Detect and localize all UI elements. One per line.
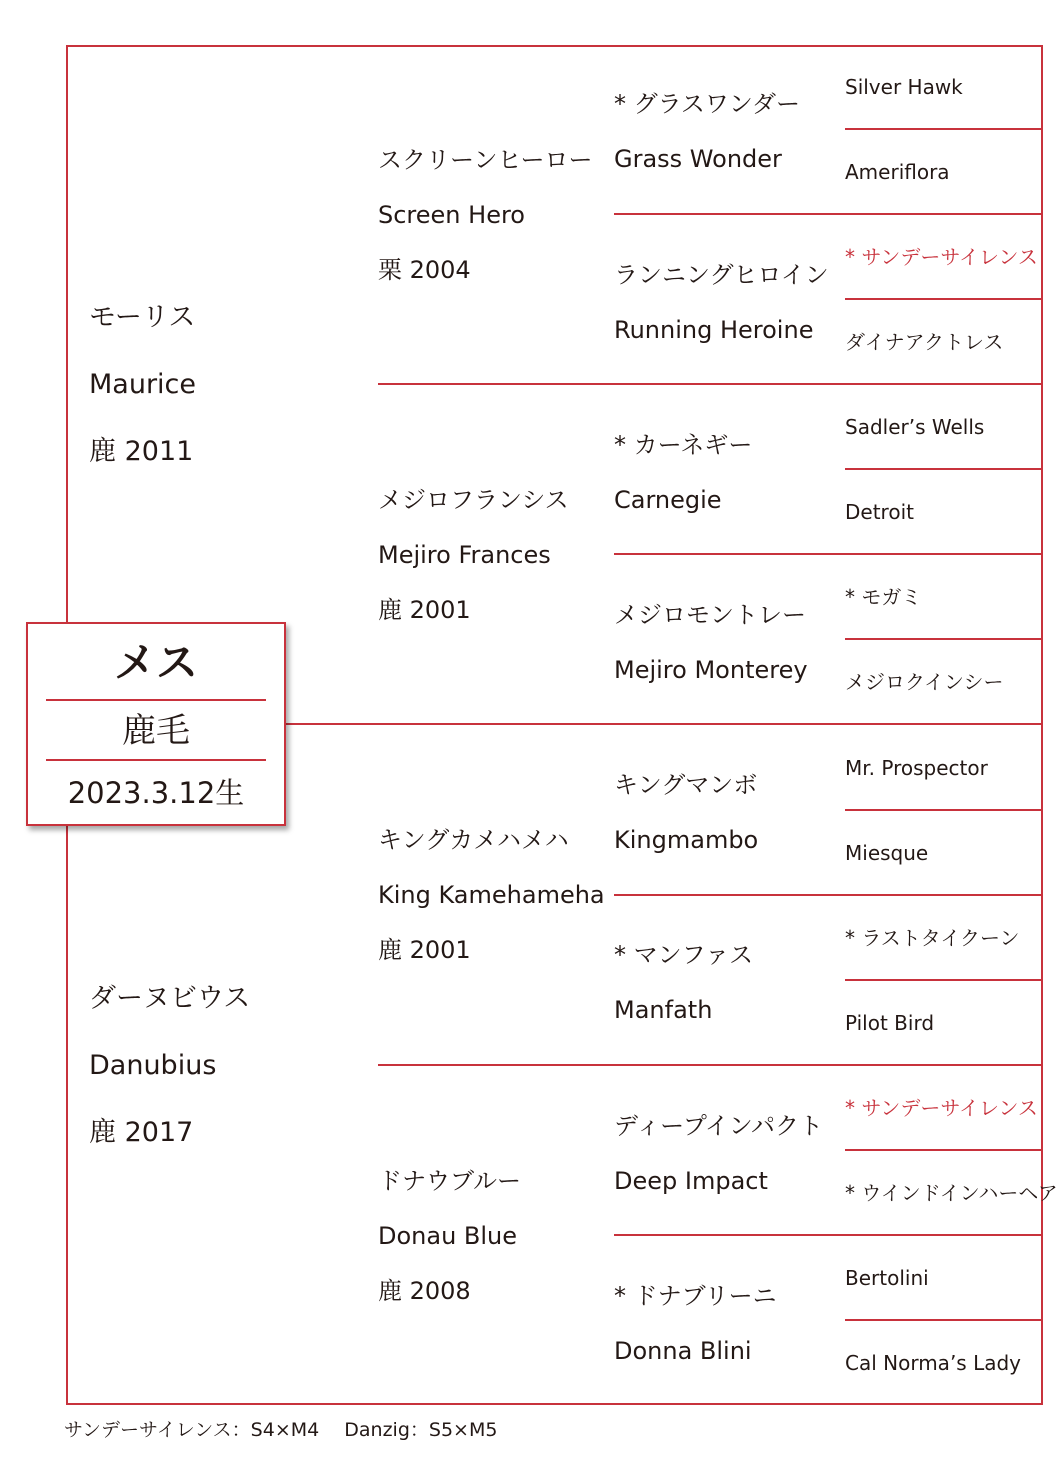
divider-g4 bbox=[845, 1319, 1043, 1321]
g3-name-en: Carnegie bbox=[614, 486, 722, 514]
dam-name-en: Danubius bbox=[89, 1050, 217, 1081]
sire-name-ja: モーリス bbox=[89, 302, 196, 333]
subject-divider bbox=[46, 699, 266, 701]
g4-name: * モガミ bbox=[845, 585, 922, 609]
divider-g3 bbox=[614, 213, 1043, 215]
divider-g3 bbox=[614, 894, 1043, 896]
g3-name-en: Deep Impact bbox=[614, 1167, 768, 1195]
subject-box bbox=[26, 622, 286, 826]
g4-name: メジロクインシー bbox=[845, 670, 1004, 694]
sire-info: 鹿 2011 bbox=[89, 436, 194, 467]
g3-name-en: Manfath bbox=[614, 996, 713, 1024]
divider-g2-sire bbox=[378, 383, 1043, 385]
g4-name: Detroit bbox=[845, 500, 914, 524]
g4-name: * ラストタイクーン bbox=[845, 926, 1020, 950]
g2-info: 鹿 2001 bbox=[378, 936, 471, 964]
g4-name: Silver Hawk bbox=[845, 75, 963, 99]
dam-info: 鹿 2017 bbox=[89, 1117, 194, 1148]
g3-name-ja: ランニングヒロイン bbox=[614, 261, 829, 289]
g2-name-ja: メジロフランシス bbox=[378, 486, 569, 514]
divider-g4 bbox=[845, 1149, 1043, 1151]
g4-name: Ameriflora bbox=[845, 160, 950, 184]
divider-g4 bbox=[845, 128, 1043, 130]
divider-g4 bbox=[845, 979, 1043, 981]
g4-name: Pilot Bird bbox=[845, 1011, 935, 1035]
g4-name: Cal Norma’s Lady bbox=[845, 1351, 1022, 1375]
subject-birth-date: 2023.3.12生 bbox=[67, 776, 245, 810]
g4-name: Bertolini bbox=[845, 1266, 929, 1290]
g3-name-ja: メジロモントレー bbox=[614, 601, 806, 629]
g4-name: * ウインドインハーヘア bbox=[845, 1181, 1058, 1205]
divider-g3 bbox=[614, 1234, 1043, 1236]
g2-name-en: Screen Hero bbox=[378, 201, 525, 229]
g4-name: Sadler’s Wells bbox=[845, 415, 985, 439]
g3-name-ja: * マンファス bbox=[614, 941, 754, 969]
g3-name-ja: ディープインパクト bbox=[614, 1112, 824, 1140]
divider-g4 bbox=[845, 809, 1043, 811]
divider-g4 bbox=[845, 298, 1043, 300]
g2-info: 鹿 2008 bbox=[378, 1277, 471, 1305]
subject-coat-color: 鹿毛 bbox=[122, 711, 190, 751]
g4-name: * サンデーサイレンス bbox=[845, 1096, 1038, 1120]
g2-name-ja: ドナウブルー bbox=[378, 1167, 522, 1195]
g2-name-en: Mejiro Frances bbox=[378, 541, 551, 569]
g2-info: 栗 2004 bbox=[378, 256, 471, 284]
divider-g4 bbox=[845, 468, 1043, 470]
g3-name-ja: * ドナブリーニ bbox=[614, 1282, 777, 1310]
inbreeding-note: サンデーサイレンス：S4×M4 Danzig：S5×M5 bbox=[64, 1419, 498, 1441]
g2-name-en: King Kamehameha bbox=[378, 881, 605, 909]
divider-sire-dam bbox=[286, 723, 1043, 725]
g2-name-ja: スクリーンヒーロー bbox=[378, 146, 593, 174]
g4-name: ダイナアクトレス bbox=[845, 330, 1004, 354]
subject-sex: メス bbox=[113, 638, 198, 687]
g3-name-en: Running Heroine bbox=[614, 316, 814, 344]
g4-name: Miesque bbox=[845, 841, 929, 865]
g3-name-en: Mejiro Monterey bbox=[614, 656, 808, 684]
divider-g4 bbox=[845, 638, 1043, 640]
g3-name-en: Donna Blini bbox=[614, 1337, 752, 1365]
g3-name-en: Grass Wonder bbox=[614, 145, 782, 173]
g3-name-ja: * カーネギー bbox=[614, 431, 753, 459]
g3-name-ja: * グラスワンダー bbox=[614, 90, 800, 118]
divider-g2-dam bbox=[378, 1064, 1043, 1066]
divider-g3 bbox=[614, 553, 1043, 555]
g2-info: 鹿 2001 bbox=[378, 596, 471, 624]
g2-name-ja: キングカメハメハ bbox=[378, 826, 569, 854]
subject-divider bbox=[46, 759, 266, 761]
dam-name-ja: ダーヌビウス bbox=[89, 983, 251, 1014]
sire-name-en: Maurice bbox=[89, 369, 197, 400]
g3-name-en: Kingmambo bbox=[614, 826, 759, 854]
g2-name-en: Donau Blue bbox=[378, 1222, 518, 1250]
g4-name: Mr. Prospector bbox=[845, 756, 988, 780]
g4-name: * サンデーサイレンス bbox=[845, 245, 1038, 269]
g3-name-ja: キングマンボ bbox=[614, 771, 758, 799]
